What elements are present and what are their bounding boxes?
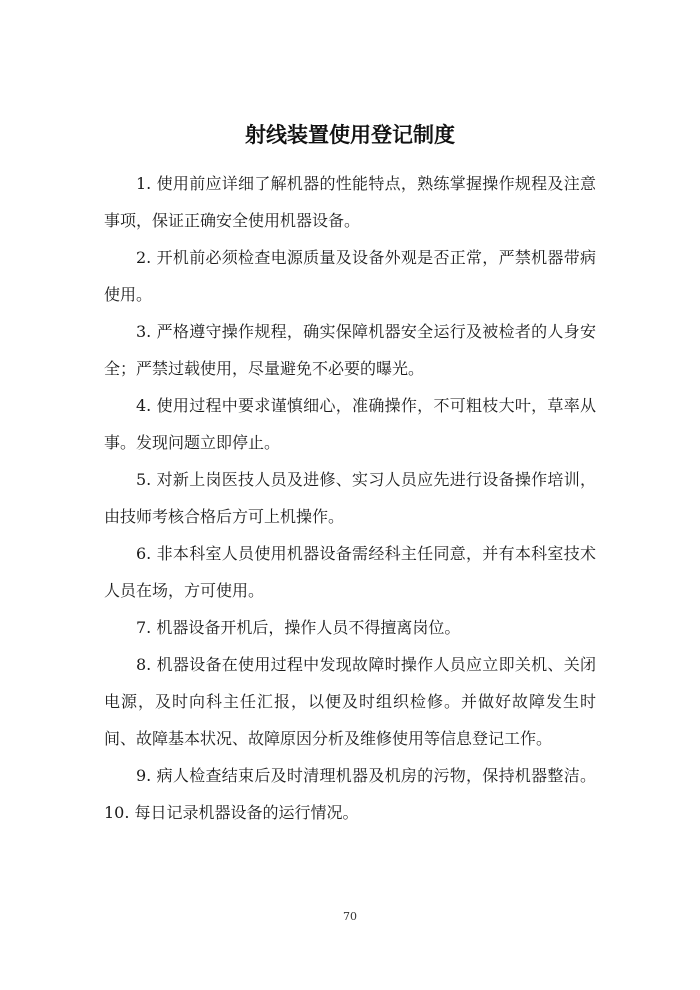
page-number: 70 xyxy=(343,910,357,923)
paragraph: 9. 病人检查结束后及时清理机器及机房的污物，保持机器整洁。10. 每日记录机器设备的运行情况。 xyxy=(104,766,596,822)
paragraph: 1. 使用前应详细了解机器的性能特点，熟练掌握操作规程及注意事项，保证正确安全使用机器设备。 xyxy=(104,174,596,230)
paragraph: 6. 非本科室人员使用机器设备需经科主任同意，并有本科室技术人员在场，方可使用。 xyxy=(104,544,596,600)
paragraph: 7. 机器设备开机后，操作人员不得擅离岗位。 xyxy=(136,618,461,637)
document-title: 射线装置使用登记制度 xyxy=(245,122,455,147)
paragraph: 5. 对新上岗医技人员及进修、实习人员应先进行设备操作培训，由技师考核合格后方可上机操作。 xyxy=(104,470,596,526)
paragraph: 3. 严格遵守操作规程，确实保障机器安全运行及被检者的人身安全；严禁过载使用，尽量避免不必要的曝光。 xyxy=(104,322,596,378)
paragraph: 8. 机器设备在使用过程中发现故障时操作人员应立即关机、关闭电源，及时向科主任汇报，以便及时组织检修。并做好故障发生时间、故障基本状况、故障原因分析及维修使用等信息登记工作。 xyxy=(104,655,596,748)
paragraph: 4. 使用过程中要求谨慎细心，准确操作，不可粗枝大叶，草率从事。发现问题立即停止。 xyxy=(104,396,596,452)
paragraph: 2. 开机前必须检查电源质量及设备外观是否正常，严禁机器带病使用。 xyxy=(104,248,596,304)
